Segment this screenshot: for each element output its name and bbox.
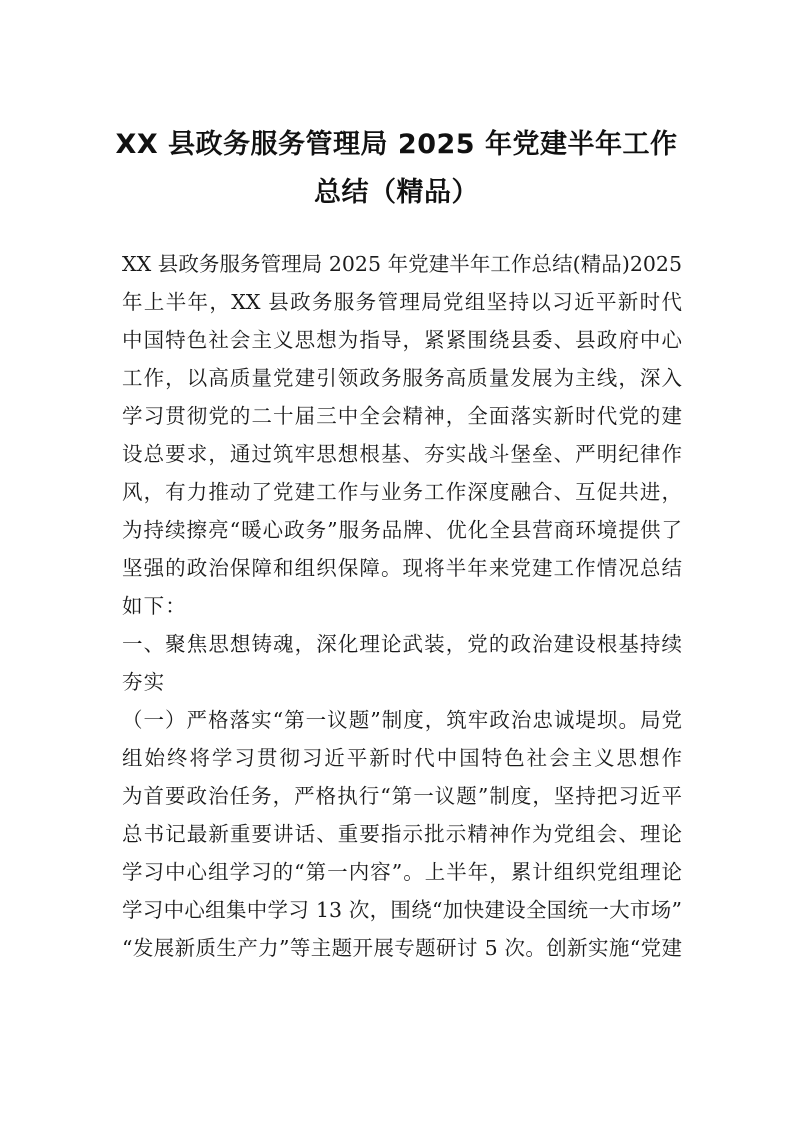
body-line-8: 为持续擦亮“暖心政务”服务品牌、优化全县营商环境提供了 [122,518,682,542]
body-line-19: “发展新质生产力”等主题开展专题研讨 5 次。创新实施“党建 [122,936,682,960]
body-line-10: 如下： [122,594,187,618]
body-line-5: 学习贯彻党的二十届三中全会精神，全面落实新时代党的建 [122,404,682,428]
section-heading-line-1: 一、聚焦思想铸魂，深化理论武装，党的政治建设根基持续 [122,632,682,656]
body-line-18: 学习中心组集中学习 13 次，围绕“加快建设全国统一大市场” [122,898,682,922]
body-line-15: 为首要政治任务，严格执行“第一议题”制度，坚持把习近平 [122,784,682,808]
body-line-3: 中国特色社会主义思想为指导，紧紧围绕县委、县政府中心 [122,328,682,352]
body-line-13: （一）严格落实“第一议题”制度，筑牢政治忠诚堤坝。局党 [122,708,682,732]
body-line-17: 学习中心组学习的“第一内容”。上半年，累计组织党组理论 [122,860,682,884]
section-heading-line-2: 夯实 [122,670,166,694]
body-line-4: 工作，以高质量党建引领政务服务高质量发展为主线，深入 [122,366,682,390]
body-line-14: 组始终将学习贯彻习近平新时代中国特色社会主义思想作 [122,746,682,770]
body-line-1: XX 县政务服务管理局 2025 年党建半年工作总结(精品)2025 [122,252,682,276]
document-title-line-2: 总结（精品） [314,177,479,208]
document-title-line-1: XX 县政务服务管理局 2025 年党建半年工作 [115,129,678,160]
body-line-2: 年上半年，XX 县政务服务管理局党组坚持以习近平新时代 [122,290,682,314]
body-line-9: 坚强的政治保障和组织保障。现将半年来党建工作情况总结 [122,556,682,580]
body-line-7: 风，有力推动了党建工作与业务工作深度融合、互促共进， [122,480,682,504]
body-line-6: 设总要求，通过筑牢思想根基、夯实战斗堡垒、严明纪律作 [122,442,682,466]
body-line-16: 总书记最新重要讲话、重要指示批示精神作为党组会、理论 [122,822,682,846]
